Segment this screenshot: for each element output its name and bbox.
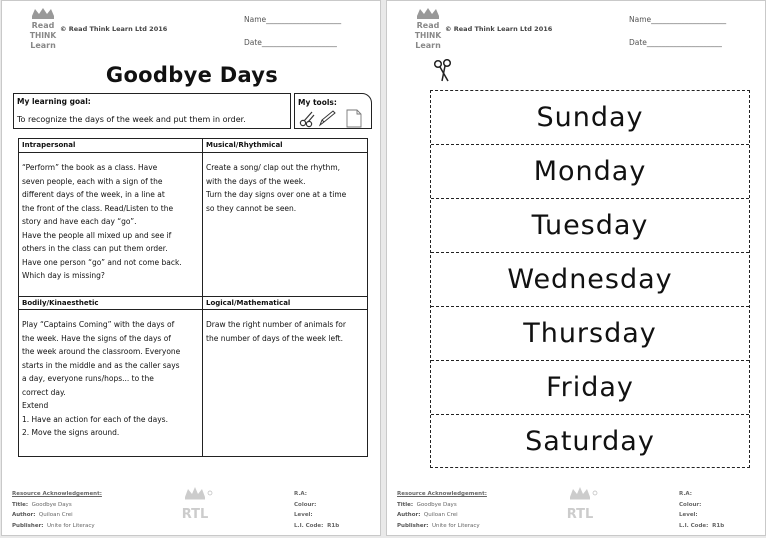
logical-heading: Logical/Mathematical [203,297,368,310]
ra-label: R.A: [679,491,692,497]
publisher-label: Publisher: [12,522,44,529]
learning-goal-label: My learning goal: [17,97,91,106]
bodily-line: 1. Have an action for each of the days. [22,414,168,424]
colour-label: Colour: [294,501,317,508]
bodily-line: Play “Captains Coming” with the days of [22,320,175,329]
day-card-tuesday[interactable]: Tuesday [431,199,749,253]
logo-word-learn: Learn [415,41,441,50]
li-code-value: R1b [327,522,340,529]
author-label: Author: [397,512,421,518]
tools-label: My tools: [298,98,337,107]
day-card-monday[interactable]: Monday [431,145,749,199]
logo-word-learn: Learn [30,41,56,50]
learning-goal-box [13,93,291,129]
intrapersonal-line: different days of the week, in a line at [22,190,165,199]
intrapersonal-line: others in the class can put them order. [22,244,168,253]
resource-acknowledgement [397,489,487,531]
cutout-page [386,0,766,536]
level-label: Level: [679,512,698,518]
day-card-thursday[interactable]: Thursday [431,307,749,361]
logical-activity [203,310,368,456]
scissors-icon [300,112,314,127]
day-cutout-cards [430,90,750,468]
name-field[interactable]: Name____________________ [244,15,342,24]
publisher-label: Publisher: [397,522,429,529]
publisher-value: Unite for Literacy [47,522,95,529]
copyright-notice: © Read Think Learn Ltd 2016 [445,25,553,33]
intrapersonal-heading: Intrapersonal [19,139,203,153]
reading-details [294,489,339,531]
bodily-heading: Bodily/Kinaesthetic [19,297,203,310]
ra-label: R.A: [294,491,307,497]
intrapersonal-line: the front of the class. Read/Listen to the [22,203,174,213]
author-value: Quiloan Crei [38,512,73,518]
date-field[interactable]: Date____________________ [244,38,337,47]
musical-heading: Musical/Rhythmical [203,139,368,153]
intrapersonal-line: Have one person “go” and not come back. [22,257,182,267]
musical-line: with the days of the week. [206,176,306,186]
musical-line: Turn the day signs over one at a time [206,190,347,199]
author-label: Author: [12,512,36,518]
acknowledgement-title: Resource Acknowledgement: [12,491,102,497]
title-value: Goodbye Days [416,501,457,508]
li-code-value: R1b [712,522,725,529]
read-think-learn-logo [411,7,445,53]
date-field[interactable]: Date____________________ [629,38,722,47]
name-field[interactable]: Name____________________ [629,15,727,24]
logo-word-think: THINK [29,31,57,40]
publisher-value: Unite for Literacy [432,522,480,529]
intrapersonal-activity [19,153,203,297]
scissors-icon [433,59,453,83]
tools-box [294,93,372,129]
title-label: Title: [12,501,29,508]
musical-line: Create a song/ clap out the rhythm, [206,163,341,172]
read-think-learn-logo [26,7,60,53]
bodily-line: starts in the middle and as the caller says [22,360,180,370]
colour-label: Colour: [679,501,702,508]
multiple-intelligences-table [18,138,368,457]
rtl-logo-text: RTL [566,507,594,522]
intrapersonal-line: seven people, each with a sign of the [22,176,163,186]
learning-goal-text: To recognize the days of the week and put them in order. [17,115,246,124]
day-card-saturday[interactable]: Saturday [525,426,655,457]
logo-word-read: Read [416,21,440,30]
worksheet-page [1,0,381,536]
bodily-line: the week around the classroom. Everyone [22,347,181,356]
rtl-logo [560,485,600,523]
bodily-line: Extend [22,401,49,410]
bodily-activity [19,310,203,456]
intrapersonal-line: “Perform” the book as a class. Have [22,163,158,172]
title-label: Title: [397,501,414,508]
author-value: Quiloan Crei [423,512,458,518]
musical-activity [203,153,368,297]
logical-line: Draw the right number of animals for [206,320,346,329]
logo-word-read: Read [31,21,55,30]
musical-line: so they cannot be seen. [206,203,297,213]
title-value: Goodbye Days [31,501,72,508]
intrapersonal-line: Which day is missing? [22,271,105,280]
li-code-label: L.I. Code: [294,522,324,529]
intrapersonal-line: story and have each day “go”. [22,217,137,226]
copyright-notice: © Read Think Learn Ltd 2016 [60,25,168,33]
logo-word-think: THINK [414,31,442,40]
pencil-icon [320,111,335,125]
day-card-friday[interactable]: Friday [431,361,749,415]
day-card-sunday[interactable]: Sunday [431,91,749,145]
level-label: Level: [294,512,313,518]
intrapersonal-line: Have the people all mixed up and see if [22,230,172,240]
tools-icons [297,106,371,128]
bodily-line: 2. Move the signs around. [22,428,120,437]
acknowledgement-title: Resource Acknowledgement: [397,491,487,497]
bodily-line: a day, everyone runs/hops... to the [22,374,154,383]
bodily-line: the week. Have the signs of the days of [22,333,171,343]
rtl-logo-text: RTL [181,507,209,522]
li-code-label: L.I. Code: [679,522,709,529]
bodily-line: correct day. [22,387,66,397]
worksheet-title: Goodbye Days [105,63,279,87]
logical-line: the number of days of the week left. [206,333,343,343]
day-card-wednesday[interactable]: Wednesday [431,253,749,307]
resource-acknowledgement [12,489,102,531]
reading-details [679,489,724,531]
rtl-logo [175,485,215,523]
paper-icon [347,110,361,127]
